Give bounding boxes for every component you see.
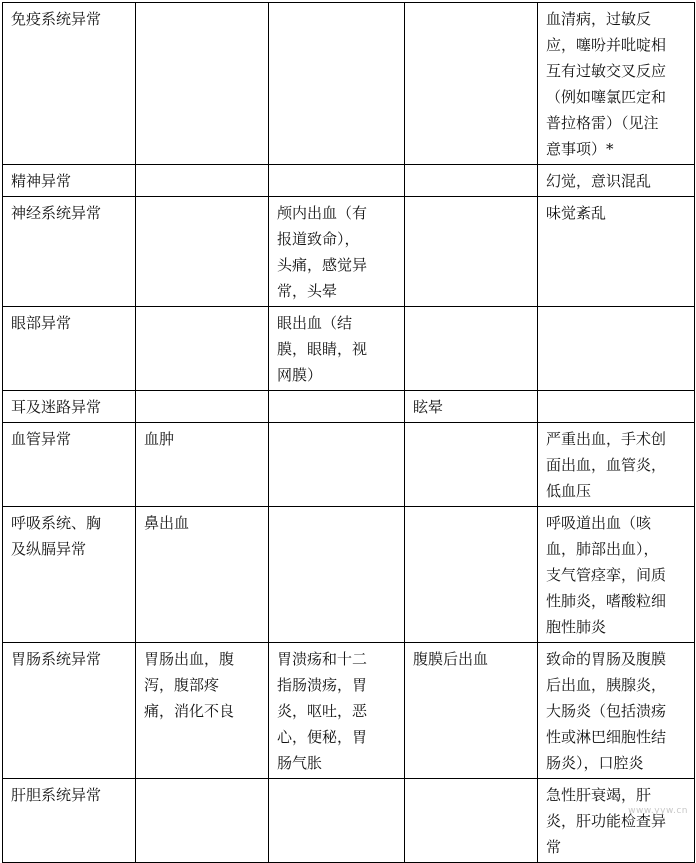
frequency-cell bbox=[269, 507, 405, 643]
frequency-cell bbox=[269, 165, 405, 197]
organ-class-cell bbox=[3, 165, 136, 197]
frequency-cell bbox=[136, 423, 269, 507]
frequency-cell bbox=[538, 197, 695, 307]
frequency-cell bbox=[538, 643, 695, 779]
frequency-cell bbox=[269, 197, 405, 307]
frequency-cell bbox=[136, 165, 269, 197]
reaction-text: 致命的胃肠及腹膜 后出血，胰腺炎， 大肠炎（包括溃疡 性或淋巴细胞性结 肠炎），口腔炎 bbox=[546, 650, 667, 772]
frequency-cell bbox=[136, 3, 269, 165]
table-row bbox=[3, 3, 695, 165]
frequency-cell bbox=[136, 391, 269, 423]
frequency-cell bbox=[538, 307, 695, 391]
frequency-cell bbox=[405, 165, 538, 197]
organ-class-label: 精神异常 bbox=[11, 172, 72, 190]
reaction-text: 血清病，过敏反 应，噻吩并吡啶相 互有过敏交叉反应 （例如噻氯匹定和 普拉格雷）（见注 意事项）* bbox=[546, 10, 667, 158]
frequency-cell bbox=[405, 779, 538, 863]
reaction-text: 胃肠出血，腹 泻，腹部疼 痛，消化不良 bbox=[144, 650, 235, 720]
frequency-cell bbox=[538, 779, 695, 863]
table-row bbox=[3, 165, 695, 197]
frequency-cell bbox=[405, 391, 538, 423]
organ-class-cell bbox=[3, 643, 136, 779]
frequency-cell bbox=[269, 423, 405, 507]
adverse-reactions-table bbox=[2, 2, 695, 863]
frequency-cell bbox=[405, 3, 538, 165]
frequency-cell bbox=[405, 307, 538, 391]
organ-class-cell bbox=[3, 3, 136, 165]
watermark: www.yyw.cn bbox=[628, 806, 688, 816]
reaction-text: 严重出血，手术创 面出血，血管炎， 低血压 bbox=[546, 430, 667, 500]
frequency-cell bbox=[269, 3, 405, 165]
table-row bbox=[3, 423, 695, 507]
organ-class-label: 呼吸系统、胸 及纵膈异常 bbox=[11, 514, 102, 558]
organ-class-cell bbox=[3, 391, 136, 423]
frequency-cell bbox=[136, 507, 269, 643]
organ-class-cell bbox=[3, 423, 136, 507]
organ-class-label: 胃肠系统异常 bbox=[11, 650, 102, 668]
reaction-text: 腹膜后出血 bbox=[413, 650, 489, 668]
reaction-text: 呼吸道出血（咳 血，肺部出血）， 支气管痉挛，间质 性肺炎，嗜酸粒细 胞性肺炎 bbox=[546, 514, 667, 636]
frequency-cell bbox=[405, 197, 538, 307]
reaction-text: 颅内出血（有 报道致命）， 头痛，感觉异 常，头晕 bbox=[277, 204, 368, 300]
frequency-cell bbox=[405, 423, 538, 507]
reaction-text: 急性肝衰竭，肝 炎，肝功能检查异 常 bbox=[546, 786, 667, 856]
frequency-cell bbox=[538, 391, 695, 423]
table-row bbox=[3, 197, 695, 307]
frequency-cell bbox=[269, 643, 405, 779]
organ-class-cell bbox=[3, 307, 136, 391]
organ-class-cell bbox=[3, 779, 136, 863]
organ-class-label: 肝胆系统异常 bbox=[11, 786, 102, 804]
organ-class-label: 免疫系统异常 bbox=[11, 10, 102, 28]
reaction-text: 眼出血（结 膜，眼睛，视 网膜） bbox=[277, 314, 368, 384]
frequency-cell bbox=[538, 423, 695, 507]
table-row bbox=[3, 643, 695, 779]
reaction-text: 幻觉，意识混乱 bbox=[546, 172, 652, 190]
table-row bbox=[3, 307, 695, 391]
frequency-cell bbox=[269, 307, 405, 391]
organ-class-label: 耳及迷路异常 bbox=[11, 398, 102, 416]
organ-class-label: 神经系统异常 bbox=[11, 204, 102, 222]
frequency-cell bbox=[136, 197, 269, 307]
organ-class-cell bbox=[3, 507, 136, 643]
table-body bbox=[3, 3, 695, 863]
table-row bbox=[3, 779, 695, 863]
organ-class-cell bbox=[3, 197, 136, 307]
table-row bbox=[3, 507, 695, 643]
organ-class-label: 眼部异常 bbox=[11, 314, 72, 332]
frequency-cell bbox=[405, 507, 538, 643]
frequency-cell bbox=[136, 643, 269, 779]
frequency-cell bbox=[136, 779, 269, 863]
frequency-cell bbox=[269, 779, 405, 863]
frequency-cell bbox=[538, 165, 695, 197]
organ-class-label: 血管异常 bbox=[11, 430, 72, 448]
reaction-text: 味觉紊乱 bbox=[546, 204, 607, 222]
frequency-cell bbox=[269, 391, 405, 423]
reaction-text: 眩晕 bbox=[413, 398, 444, 416]
table-row bbox=[3, 391, 695, 423]
reaction-text: 血肿 bbox=[144, 430, 175, 448]
frequency-cell bbox=[136, 307, 269, 391]
frequency-cell bbox=[538, 507, 695, 643]
reaction-text: 胃溃疡和十二 指肠溃疡，胃 炎，呕吐，恶 心，便秘，胃 肠气胀 bbox=[277, 650, 368, 772]
reaction-text: 鼻出血 bbox=[144, 514, 190, 532]
frequency-cell bbox=[405, 643, 538, 779]
frequency-cell bbox=[538, 3, 695, 165]
